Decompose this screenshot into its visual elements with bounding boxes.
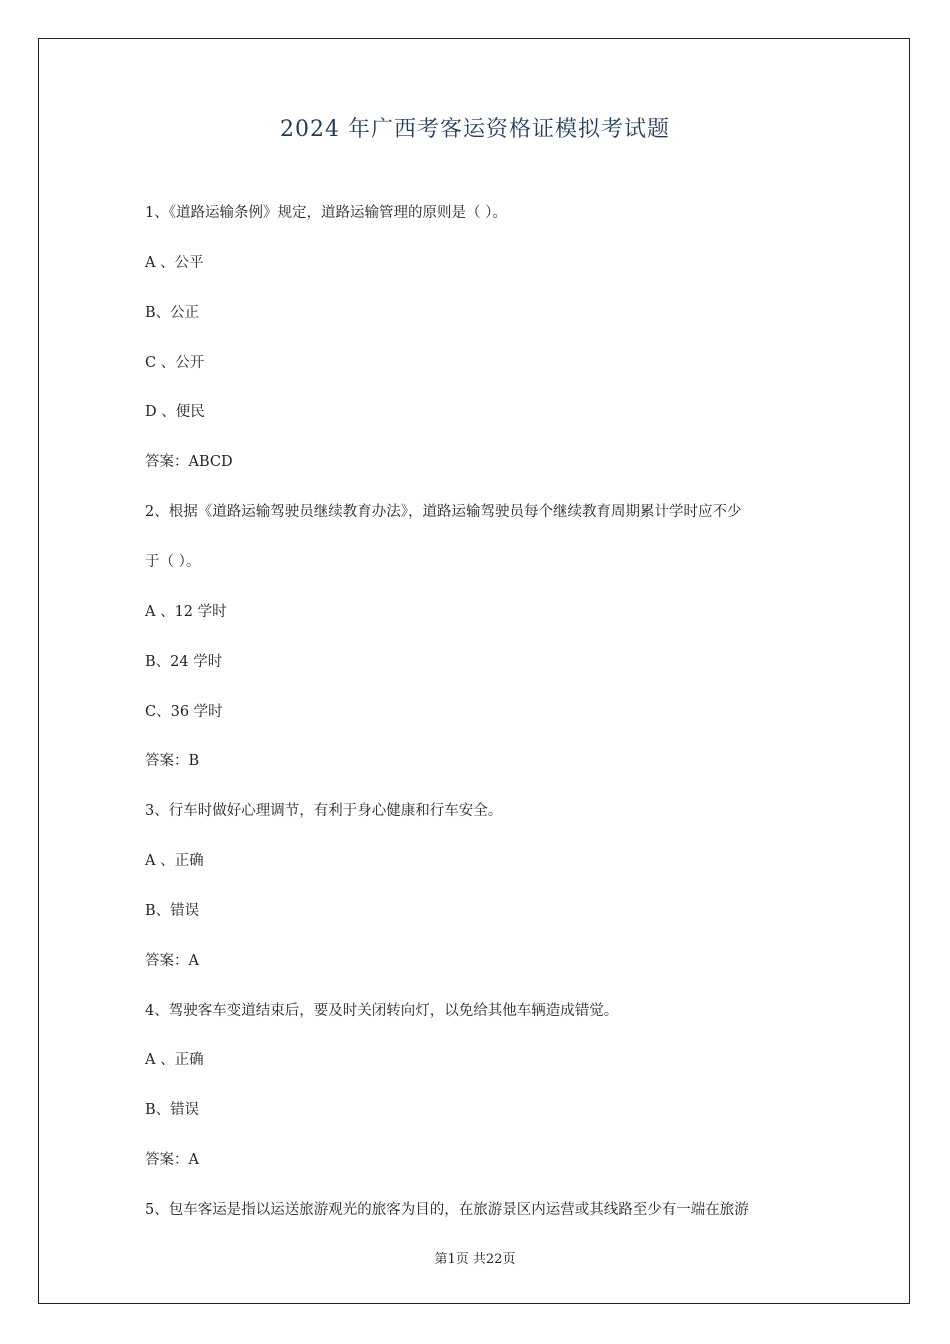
- question-3-text: 3、行车时做好心理调节，有利于身心健康和行车安全。: [145, 803, 503, 819]
- question-3-option-a: A 、正确: [145, 853, 204, 869]
- question-2-text-cont: 于（ ）。: [145, 554, 201, 570]
- question-2-option-b: B、24 学时: [145, 654, 223, 670]
- page-footer: 第1页 共22页: [434, 1252, 516, 1267]
- question-3-answer: 答案：A: [145, 953, 199, 969]
- question-2-option-c: C、36 学时: [145, 704, 223, 720]
- document-title: 2024 年广西考客运资格证模拟考试题: [280, 117, 670, 142]
- question-3-option-b: B、错误: [145, 903, 200, 919]
- question-2-option-a: A 、12 学时: [145, 604, 227, 620]
- question-2-text: 2、根据《道路运输驾驶员继续教育办法》，道路运输驾驶员每个继续教育周期累计学时应不少: [145, 504, 742, 520]
- question-4-answer: 答案：A: [145, 1152, 199, 1168]
- question-1-answer: 答案：ABCD: [145, 454, 233, 470]
- question-4-option-a: A 、正确: [145, 1052, 204, 1068]
- question-2-answer: 答案：B: [145, 753, 200, 769]
- question-1-option-d: D 、便民: [145, 404, 205, 420]
- question-1-option-b: B、公正: [145, 305, 200, 321]
- question-1-text: 1、《道路运输条例》规定，道路运输管理的原则是（ ）。: [145, 205, 507, 221]
- question-1-option-c: C 、公开: [145, 355, 205, 371]
- question-1-option-a: A 、公平: [145, 255, 204, 271]
- question-4-text: 4、驾驶客车变道结束后，要及时关闭转向灯，以免给其他车辆造成错觉。: [145, 1003, 619, 1019]
- question-5-text: 5、包车客运是指以运送旅游观光的旅客为目的，在旅游景区内运营或其线路至少有一端在旅游: [145, 1202, 749, 1218]
- question-4-option-b: B、错误: [145, 1102, 200, 1118]
